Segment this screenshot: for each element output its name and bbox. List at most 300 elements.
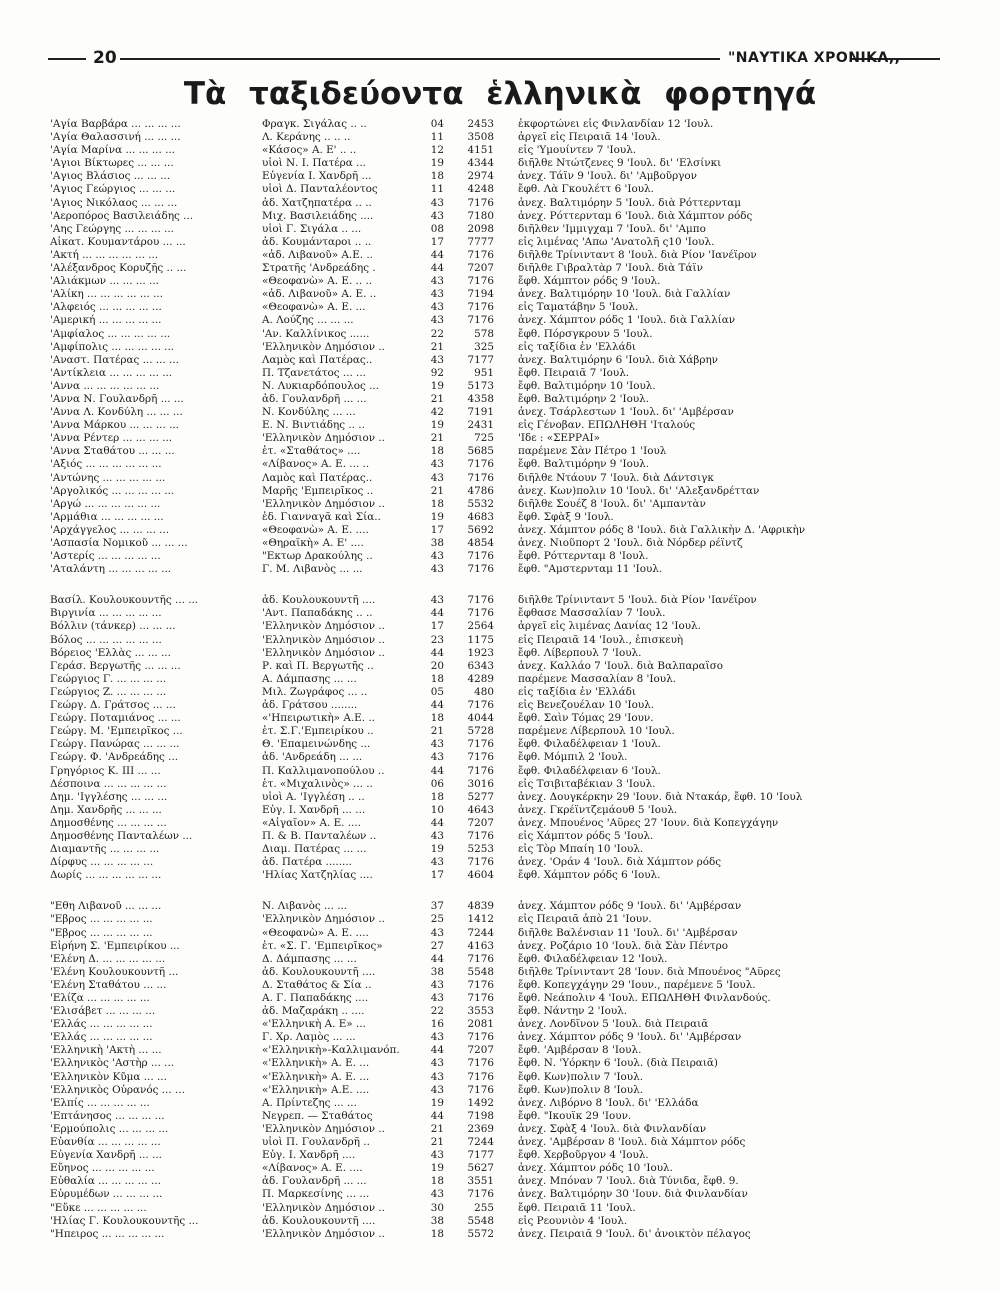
table-row bbox=[50, 940, 950, 953]
built-year: 05 bbox=[430, 685, 444, 698]
built-year: 43 bbox=[430, 978, 444, 991]
status: ἔφθ. Λὰ Γκουλέττ 6 'Ιουλ. bbox=[518, 183, 654, 196]
built-year: 44 bbox=[430, 764, 444, 777]
owner: «Θεοφανὼ» Α. Ε. .. .. bbox=[262, 275, 373, 288]
built-year: 43 bbox=[430, 738, 444, 751]
owner: «Κάσος» Α. Ε' .. .. bbox=[262, 144, 357, 157]
ship-name: Εὐθαλία ... ... ... ... ... bbox=[50, 1175, 161, 1188]
table-row bbox=[50, 869, 950, 882]
status: εἰς Βενεζουέλαν 10 'Ιουλ. bbox=[518, 699, 655, 712]
owner: Στρατῆς 'Ανδρεάδης . bbox=[262, 262, 376, 275]
owner: ἀδ. Κουμάνταροι .. .. bbox=[262, 235, 372, 248]
status: ἔφθ. Φιλαδέλφειαν 1 'Ιουλ. bbox=[518, 738, 661, 751]
tonnage: 7177 bbox=[467, 353, 494, 366]
ship-name: 'Αης Γεώργης ... ... ... ... bbox=[50, 222, 174, 235]
tonnage: 4248 bbox=[467, 183, 494, 196]
table-row bbox=[50, 712, 950, 725]
table-row bbox=[50, 992, 950, 1005]
ship-name: 'Ελένη Δ. ... ... ... ... ... bbox=[50, 952, 166, 965]
table-row bbox=[50, 367, 950, 380]
tonnage: 5173 bbox=[467, 379, 494, 392]
owner: 'Ελληνικὸν Δημόσιον .. bbox=[262, 340, 385, 353]
ship-name: Δέσποινα ... ... ... ... ... bbox=[50, 777, 167, 790]
status: ἀνεχ. Κων)πολιν 10 'Ιουλ. δι' 'Αλεξανδρέτταν bbox=[518, 484, 760, 497]
owner: 'Αν. Καλλίνικος ...... bbox=[262, 327, 370, 340]
status: εἰς ταξίδια ἐν 'Ελλάδι bbox=[518, 685, 636, 698]
tonnage: 7176 bbox=[467, 594, 494, 607]
ship-name: 'Αργολικός ... ... ... ... ... bbox=[50, 484, 175, 497]
table-row bbox=[50, 660, 950, 673]
tonnage: 7177 bbox=[467, 1149, 494, 1162]
status: ἐκφορτώνει εἰς Φινλανδίαν 12 'Ιουλ. bbox=[518, 118, 714, 130]
tonnage: 7176 bbox=[467, 314, 494, 327]
status: ἀνεχ. Χάμπτον ρόδς 1 'Ιουλ. διὰ Γαλλίαν bbox=[518, 314, 736, 327]
tonnage: 7207 bbox=[467, 816, 494, 829]
owner: ἑτ. «Σταθάτος» .... bbox=[262, 445, 361, 458]
tonnage: 7207 bbox=[467, 262, 494, 275]
tonnage: 7176 bbox=[467, 764, 494, 777]
built-year: 12 bbox=[430, 144, 444, 157]
built-year: 04 bbox=[430, 118, 444, 130]
tonnage: 3553 bbox=[467, 1005, 494, 1018]
ship-name: Βιργινία ... ... ... ... ... bbox=[50, 607, 162, 620]
built-year: 43 bbox=[430, 829, 444, 842]
ship-name: 'Ελλάς ... ... ... ... ... bbox=[50, 1018, 153, 1031]
built-year: 38 bbox=[430, 1214, 444, 1227]
owner: Α. Πρίντεζης ... ... bbox=[262, 1096, 357, 1109]
owner: υἱοὶ Π. Γουλανδρῆ .. bbox=[262, 1136, 370, 1149]
owner: Π. Μαρκεσίνης ... ... bbox=[262, 1188, 370, 1201]
owner: «'Ηπειρωτικὴ» Α.Ε. .. bbox=[262, 712, 375, 725]
status: 'Ιδε : «ΣΕΡΡΑΙ» bbox=[518, 432, 600, 445]
owner: Μιλ. Ζωγράφος ... .. bbox=[262, 685, 368, 698]
tonnage: 2564 bbox=[467, 620, 494, 633]
tonnage: 7176 bbox=[467, 196, 494, 209]
owner: Λαμὸς καὶ Πατέρας.. bbox=[262, 353, 373, 366]
ship-name: Δημ. 'Ιγγλέσης ... ... ... bbox=[50, 790, 168, 803]
built-year: 42 bbox=[430, 406, 444, 419]
tonnage: 7176 bbox=[467, 301, 494, 314]
table-row bbox=[50, 1057, 950, 1070]
owner: Γ. Μ. Λιβανὸς ... ... bbox=[262, 563, 363, 576]
built-year: 43 bbox=[430, 1083, 444, 1096]
tonnage: 255 bbox=[474, 1201, 494, 1214]
status: ἔφθ. Σαὶν Τόμας 29 'Ιουν. bbox=[518, 712, 654, 725]
owner: ἀδ. Κουλουκουντῆ .... bbox=[262, 594, 376, 607]
header-rule bbox=[48, 58, 86, 60]
tonnage: 7207 bbox=[467, 1044, 494, 1057]
built-year: 19 bbox=[430, 1096, 444, 1109]
owner: Ν. Λιβανὸς ... ... bbox=[262, 900, 348, 913]
tonnage: 7176 bbox=[467, 978, 494, 991]
tonnage: 7176 bbox=[467, 699, 494, 712]
ship-name: 'Αντώνης ... ... ... ... ... bbox=[50, 471, 166, 484]
built-year: 44 bbox=[430, 1044, 444, 1057]
table-row bbox=[50, 927, 950, 940]
table-row bbox=[50, 118, 950, 131]
owner: Π. & Β. Πανταλέων .. bbox=[262, 829, 377, 842]
status: ἀνεχ. Σφὰξ 4 'Ιουλ. διὰ Φινλανδίαν bbox=[518, 1122, 707, 1135]
tonnage: 7191 bbox=[467, 406, 494, 419]
owner: «Θεοφανὼ» Α. Ε. ... bbox=[262, 301, 366, 314]
owner: Α. Γ. Παπαδάκης .... bbox=[262, 992, 369, 1004]
status: ἀνεχ. Λονδῖνον 5 'Ιουλ. διὰ Πειραιᾶ bbox=[518, 1018, 709, 1031]
table-row bbox=[50, 1162, 950, 1175]
owner: Π. Καλλιμανοπούλου .. bbox=[262, 764, 385, 777]
ship-name: 'Αννα Μάρκου ... ... ... ... bbox=[50, 419, 179, 432]
table-row bbox=[50, 524, 950, 537]
status: ἔφθ. Κοπεγχάγην 29 'Ιουν., παρέμενε 5 'Ιουλ. bbox=[518, 978, 756, 991]
status: ἔφθ. Λίβερπουλ 7 'Ιουλ. bbox=[518, 646, 642, 659]
built-year: 43 bbox=[430, 856, 444, 869]
owner: ἀδ. Μαζαράκη .. .... bbox=[262, 1005, 365, 1018]
status: ἀνεχ. 'Οράν 4 'Ιουλ. διὰ Χάμπτον ρόδς bbox=[518, 856, 722, 869]
owner: Μιχ. Βασιλειάδης .... bbox=[262, 209, 374, 222]
tonnage: 7176 bbox=[467, 1031, 494, 1044]
tonnage: 325 bbox=[474, 340, 494, 353]
ship-name: Δωρίς ... ... ... ... ... ... bbox=[50, 869, 162, 882]
owner: 'Ηλίας Χατζηλίας .... bbox=[262, 869, 373, 882]
built-year: 19 bbox=[430, 843, 444, 856]
status: ἀνεχ. Μπουένος 'Αϋρες 27 'Ιουν. διὰ Κοπεγχάγην bbox=[518, 816, 779, 829]
tonnage: 1492 bbox=[467, 1096, 494, 1109]
owner: ἀδ. Γράτσου ........ bbox=[262, 699, 358, 712]
status: ἀνεχ. 'Αμβέρσαν 8 'Ιουλ. διὰ Χάμπτον ρόδς bbox=[518, 1136, 746, 1149]
tonnage: 3551 bbox=[467, 1175, 494, 1188]
table-row bbox=[50, 673, 950, 686]
ship-name: 'Αννα Σταθάτου ... ... ... bbox=[50, 445, 175, 458]
status: ἀνεχ. Βαλτιμόρην 5 'Ιουλ. διὰ Ρόττερνταμ bbox=[518, 196, 741, 209]
built-year: 43 bbox=[430, 458, 444, 471]
status: ἔφθ. Μόμπιλ 2 'Ιουλ. bbox=[518, 751, 628, 764]
built-year: 18 bbox=[430, 445, 444, 458]
tonnage: 4289 bbox=[467, 672, 494, 685]
ship-name: 'Αταλάντη ... ... ... ... ... bbox=[50, 563, 172, 576]
table-row bbox=[50, 144, 950, 157]
tonnage: 7176 bbox=[467, 751, 494, 764]
tonnage: 1412 bbox=[467, 913, 494, 926]
status: ἔφθ. Ρόττερνταμ 8 'Ιουλ. bbox=[518, 550, 649, 563]
table-row bbox=[50, 607, 950, 620]
built-year: 37 bbox=[430, 900, 444, 913]
status: εἰς Γένοβαν. ΕΠΩΛΗΘΗ 'Ιταλούς bbox=[518, 419, 696, 432]
tonnage: 7176 bbox=[467, 563, 494, 576]
built-year: 19 bbox=[430, 510, 444, 523]
built-year: 30 bbox=[430, 1201, 444, 1214]
ship-name: 'Αλφειός ... ... ... ... ... bbox=[50, 301, 162, 314]
status: ἀνεχ. Βαλτιμόρην 30 'Ιουν. διὰ Φινλανδίαν bbox=[518, 1188, 748, 1201]
tonnage: 7194 bbox=[467, 288, 494, 301]
built-year: 21 bbox=[430, 432, 444, 445]
status: παρέμενε Μασσαλίαν 8 'Ιουλ. bbox=[518, 672, 676, 685]
built-year: 44 bbox=[430, 952, 444, 965]
owner: Λαμὸς καὶ Πατέρας.. bbox=[262, 471, 373, 484]
table-row bbox=[50, 647, 950, 660]
owner: 'Ελληνικὸν Δημόσιον .. bbox=[262, 1122, 385, 1135]
ship-name: Δημ. Χανδρῆς ... ... ... bbox=[50, 803, 162, 816]
owner: ἀδ. Πατέρα ........ bbox=[262, 856, 352, 869]
status: ἀνεχ. Γκρέϊντζεμάουθ 5 'Ιουλ. bbox=[518, 803, 678, 816]
table-row bbox=[50, 594, 950, 607]
owner: Ν. Κονδύλης ... ... bbox=[262, 406, 356, 419]
built-year: 43 bbox=[430, 275, 444, 288]
owner: "Εκτωρ Δρακούλης .. bbox=[262, 550, 373, 563]
tonnage: 5277 bbox=[467, 790, 494, 803]
built-year: 23 bbox=[430, 633, 444, 646]
built-year: 43 bbox=[430, 1070, 444, 1083]
owner: ἀδ. Χατζηπατέρα .. .. bbox=[262, 196, 372, 209]
tonnage: 5253 bbox=[467, 843, 494, 856]
ship-name: "Ηπειρος ... ... ... ... ... bbox=[50, 1227, 165, 1240]
ship-name: 'Ελλάς ... ... ... ... ... bbox=[50, 1031, 153, 1044]
ship-name: Βασίλ. Κουλουκουντῆς ... ... bbox=[50, 594, 199, 607]
journal-title: "ΝΑΥΤΙΚΑ ΧΡΟΝΙΚΑ,, bbox=[728, 50, 901, 66]
status: ἀνεχ. Λιβόρνο 8 'Ιουλ. δι' 'Ελλάδα bbox=[518, 1096, 699, 1109]
ship-name: "Εβρος ... ... ... ... ... bbox=[50, 926, 153, 939]
table-row bbox=[50, 791, 950, 804]
status: εἰς Πειραιᾶ ἀπὸ 21 'Ιουν. bbox=[518, 913, 652, 926]
page-number: 20 bbox=[93, 48, 117, 68]
ship-name: 'Αγιος Βλάσιος ... ... ... bbox=[50, 170, 171, 183]
status: ἔφθ. Χερβοῦργον 4 'Ιουλ. bbox=[518, 1149, 649, 1162]
owner: «'Ελληνικὴ Α. Ε» ... bbox=[262, 1018, 366, 1031]
table-row bbox=[50, 563, 950, 576]
tonnage: 7176 bbox=[467, 1070, 494, 1083]
built-year: 43 bbox=[430, 550, 444, 563]
ship-name: Δημοσθένης ... ... ... ... bbox=[50, 816, 167, 829]
owner: «'Ελληνικὴ» Α. Ε. ... bbox=[262, 1070, 370, 1083]
header-rule bbox=[120, 58, 720, 60]
built-year: 44 bbox=[430, 699, 444, 712]
built-year: 43 bbox=[430, 926, 444, 939]
table-row bbox=[50, 262, 950, 275]
status: ἀνεχ. Τσάρλεστων 1 'Ιουλ. δι' 'Αμβέρσαν bbox=[518, 406, 734, 419]
table-row bbox=[50, 288, 950, 301]
table-row bbox=[50, 1149, 950, 1162]
ship-name: 'Αγιος Νικόλαος ... ... ... bbox=[50, 196, 178, 209]
status: ἀνεχ. Βαλτιμόρην 6 'Ιουλ. διὰ Χάβρην bbox=[518, 353, 718, 366]
tonnage: 7176 bbox=[467, 1188, 494, 1201]
ship-name: 'Αγία Μαρίνα ... ... ... ... bbox=[50, 144, 175, 157]
status: διῆλθε Ντώτζενες 9 'Ιουλ. δι' 'Ελσίνκι bbox=[518, 157, 722, 170]
ship-name: "Εβρος ... ... ... ... ... bbox=[50, 913, 153, 926]
ship-name: 'Ηλίας Γ. Κουλουκουντῆς ... bbox=[50, 1214, 199, 1227]
built-year: 20 bbox=[430, 659, 444, 672]
owner: ἀδ. Κουλουκουντῆ .... bbox=[262, 1214, 376, 1227]
status: ἀνεχ. Νιοῦπορτ 2 'Ιουλ. διὰ Νόρδερ ρέϊντζ bbox=[518, 537, 743, 549]
tonnage: 4683 bbox=[467, 510, 494, 523]
status: διῆλθε Γιβραλτὰρ 7 'Ιουλ. διὰ Τάϊν bbox=[518, 262, 703, 275]
tonnage: 4786 bbox=[467, 484, 494, 497]
tonnage: 7176 bbox=[467, 829, 494, 842]
status: ἀνεχ. Χάμπτον ρόδς 9 'Ιουλ. δι' 'Αμβέρσαν bbox=[518, 900, 742, 913]
owner: Εὐγ. Ι. Χανδρῆ ... ... bbox=[262, 803, 366, 816]
table-row bbox=[50, 236, 950, 249]
ship-name: Διαμαντῆς ... ... ... ... bbox=[50, 843, 160, 856]
table-row bbox=[50, 1084, 950, 1097]
status: ἀργεῖ εἰς λιμένας Δανίας 12 'Ιουλ. bbox=[518, 620, 701, 633]
ship-name: Βόρειος 'Ελλὰς ... ... ... bbox=[50, 646, 171, 659]
table-row bbox=[50, 406, 950, 419]
tonnage: 7198 bbox=[467, 1109, 494, 1122]
built-year: 16 bbox=[430, 1018, 444, 1031]
status: ἔφθ. Βαλτιμόρην 10 'Ιουλ. bbox=[518, 379, 656, 392]
built-year: 44 bbox=[430, 646, 444, 659]
owner: ἑτ. «Μιχαλινὸς» ... .. bbox=[262, 777, 373, 790]
table-row bbox=[50, 380, 950, 393]
table-row bbox=[50, 249, 950, 262]
ship-name: 'Αργώ ... ... ... ... ... ... bbox=[50, 497, 161, 510]
tonnage: 5532 bbox=[467, 497, 494, 510]
built-year: 18 bbox=[430, 497, 444, 510]
ship-name: Γεώργ. Πανώρας ... ... ... bbox=[50, 738, 180, 751]
table-row bbox=[50, 751, 950, 764]
owner: 'Ελληνικὸν Δημόσιον .. bbox=[262, 432, 385, 445]
tonnage: 7176 bbox=[467, 607, 494, 620]
built-year: 92 bbox=[430, 366, 444, 379]
owner: υἱοὶ Γ. Σιγάλα .. ... bbox=[262, 222, 362, 235]
ship-name: 'Ελένη Σταθάτου ... ... bbox=[50, 978, 167, 991]
tonnage: 7176 bbox=[467, 471, 494, 484]
ship-name: 'Αγιος Γεώργιος ... ... ... bbox=[50, 183, 176, 196]
status: ἔφθ. Χάμπτον ρόδς 6 'Ιουλ. bbox=[518, 869, 661, 882]
built-year: 17 bbox=[430, 620, 444, 633]
status: εἰς Ρεουνιὸν 4 'Ιουλ. bbox=[518, 1214, 628, 1227]
built-year: 44 bbox=[430, 607, 444, 620]
built-year: 44 bbox=[430, 248, 444, 261]
table-row bbox=[50, 157, 950, 170]
owner: «ἀδ. Λιβανοῦ» Α.Ε. .. bbox=[262, 248, 373, 261]
ship-name: 'Ελληνικὴ 'Ακτὴ ... ... bbox=[50, 1044, 162, 1057]
tonnage: 4358 bbox=[467, 392, 494, 405]
table-row bbox=[50, 765, 950, 778]
table-row bbox=[50, 550, 950, 563]
built-year: 10 bbox=[430, 803, 444, 816]
built-year: 44 bbox=[430, 1109, 444, 1122]
built-year: 21 bbox=[430, 725, 444, 738]
table-row bbox=[50, 817, 950, 830]
ship-name: Γεώργιος Ζ. ... ... ... ... bbox=[50, 685, 167, 698]
tonnage: 4643 bbox=[467, 803, 494, 816]
tonnage: 5692 bbox=[467, 523, 494, 536]
tonnage: 4604 bbox=[467, 869, 494, 882]
tonnage: 2453 bbox=[467, 118, 494, 130]
built-year: 17 bbox=[430, 869, 444, 882]
owner: «Λίβανος» Α. Ε. ... .. bbox=[262, 458, 370, 471]
built-year: 38 bbox=[430, 965, 444, 978]
owner: υἱοὶ Ν. Ι. Πατέρα ... bbox=[262, 157, 366, 170]
owner: Λ. Κεράνης .. .. .. bbox=[262, 131, 351, 144]
ship-table bbox=[50, 118, 950, 1259]
tonnage: 7176 bbox=[467, 458, 494, 471]
table-row bbox=[50, 131, 950, 144]
built-year: 43 bbox=[430, 1031, 444, 1044]
table-row bbox=[50, 686, 950, 699]
ship-name: 'Ελληνικὸς 'Αστὴρ ... ... bbox=[50, 1057, 175, 1070]
owner: «Θηραϊκὴ» Α. Ε' .... bbox=[262, 537, 364, 549]
ship-name: 'Ελένη Κουλουκουντῆ ... bbox=[50, 965, 179, 978]
ship-group bbox=[50, 594, 950, 882]
owner: Ρ. καὶ Π. Βεργωτῆς .. bbox=[262, 659, 374, 672]
ship-name: 'Αγία Βαρβάρα ... ... ... ... bbox=[50, 118, 181, 130]
status: εἰς Ταματάβην 5 'Ιουλ. bbox=[518, 301, 639, 314]
built-year: 11 bbox=[430, 183, 444, 196]
tonnage: 7176 bbox=[467, 248, 494, 261]
table-row bbox=[50, 314, 950, 327]
tonnage: 3016 bbox=[467, 777, 494, 790]
tonnage: 4839 bbox=[467, 900, 494, 913]
tonnage: 7244 bbox=[467, 1136, 494, 1149]
tonnage: 5685 bbox=[467, 445, 494, 458]
owner: 'Ελληνικὸν Δημόσιον .. bbox=[262, 497, 385, 510]
built-year: 22 bbox=[430, 1005, 444, 1018]
ship-name: Βόλος ... ... ... ... ... ... bbox=[50, 633, 162, 646]
tonnage: 7777 bbox=[467, 235, 494, 248]
owner: ἑδ. Γιανναγᾶ καὶ Σία.. bbox=[262, 510, 381, 523]
ship-name: 'Αναστ. Πατέρας ... ... ... bbox=[50, 353, 179, 366]
owner: «Θεοφανὼ» Α. Ε. .... bbox=[262, 523, 369, 536]
ship-name: 'Αξιός ... ... ... ... ... ... bbox=[50, 458, 162, 471]
status: ἀνεχ. Ρόττερνταμ 6 'Ιουλ. διὰ Χάμπτον ρόδς bbox=[518, 209, 753, 222]
tonnage: 5627 bbox=[467, 1162, 494, 1175]
status: ἀνεχ. Βαλτιμόρην 10 'Ιουλ. διὰ Γαλλίαν bbox=[518, 288, 731, 301]
owner: 'Ελληνικὸν Δημόσιον .. bbox=[262, 620, 385, 633]
ship-name: Γεώργ. Μ. 'Εμπειρῖκος ... bbox=[50, 725, 183, 738]
ship-name: Γεώργ. Ποταμιάνος ... ... bbox=[50, 712, 181, 725]
built-year: 43 bbox=[430, 209, 444, 222]
ship-name: 'Αμφίαλος ... ... ... ... ... bbox=[50, 327, 171, 340]
built-year: 17 bbox=[430, 235, 444, 248]
status: ἔφθ. Νάντην 2 'Ιουλ. bbox=[518, 1005, 628, 1018]
ship-name: 'Ελληνικὸς Οὐρανός ... ... bbox=[50, 1083, 185, 1096]
ship-group bbox=[50, 118, 950, 576]
ship-name: 'Αμφίπολις ... ... ... ... ... bbox=[50, 340, 175, 353]
ship-group bbox=[50, 900, 950, 1240]
ship-name: Γεράσ. Βεργωτῆς ... ... ... bbox=[50, 659, 181, 672]
tonnage: 5728 bbox=[467, 725, 494, 738]
ship-name: Εὐγενία Χανδρῆ ... ... bbox=[50, 1149, 162, 1162]
status: ἔφθ. Πειραιᾶ 7 'Ιουλ. bbox=[518, 366, 630, 379]
owner: «Θεοφανὼ» Α. Ε. .... bbox=[262, 926, 369, 939]
table-row bbox=[50, 1044, 950, 1057]
tonnage: 2369 bbox=[467, 1122, 494, 1135]
owner: «Αἰγαῖον» Α. Ε. .... bbox=[262, 816, 361, 829]
status: ἔφθ. Πόρσγκρουν 5 'Ιουλ. bbox=[518, 327, 653, 340]
built-year: 44 bbox=[430, 262, 444, 275]
table-row bbox=[50, 1175, 950, 1188]
status: ἀνεχ. Χάμπτον ρόδς 9 'Ιουλ. δι' 'Αμβέρσαν bbox=[518, 1031, 742, 1044]
tonnage: 7176 bbox=[467, 738, 494, 751]
built-year: 21 bbox=[430, 484, 444, 497]
ship-name: Δίρφυς ... ... ... ... ... bbox=[50, 856, 154, 869]
built-year: 43 bbox=[430, 594, 444, 607]
table-row bbox=[50, 301, 950, 314]
owner: 'Ελληνικὸν Δημόσιον .. bbox=[262, 646, 385, 659]
owner: υἱοὶ Α. 'Ιγγλέση .. .. bbox=[262, 790, 365, 803]
built-year: 43 bbox=[430, 1149, 444, 1162]
built-year: 18 bbox=[430, 712, 444, 725]
table-row bbox=[50, 1228, 950, 1241]
owner: 'Ελληνικὸν Δημόσιον .. bbox=[262, 633, 385, 646]
ship-name: 'Ασπασία Νομικοῦ ... ... ... bbox=[50, 537, 188, 549]
page-header bbox=[48, 48, 940, 70]
ship-name: Εὐρυμέδων ... ... ... ... bbox=[50, 1188, 163, 1201]
owner: Εὐγενία Ι. Χανδρῆ ... bbox=[262, 170, 372, 183]
tonnage: 7180 bbox=[467, 209, 494, 222]
ship-name: 'Αννα Ρέντερ ... ... ... ... bbox=[50, 432, 173, 445]
tonnage: 3508 bbox=[467, 131, 494, 144]
ship-name: 'Αλίκη ... ... ... ... ... ... bbox=[50, 288, 164, 301]
